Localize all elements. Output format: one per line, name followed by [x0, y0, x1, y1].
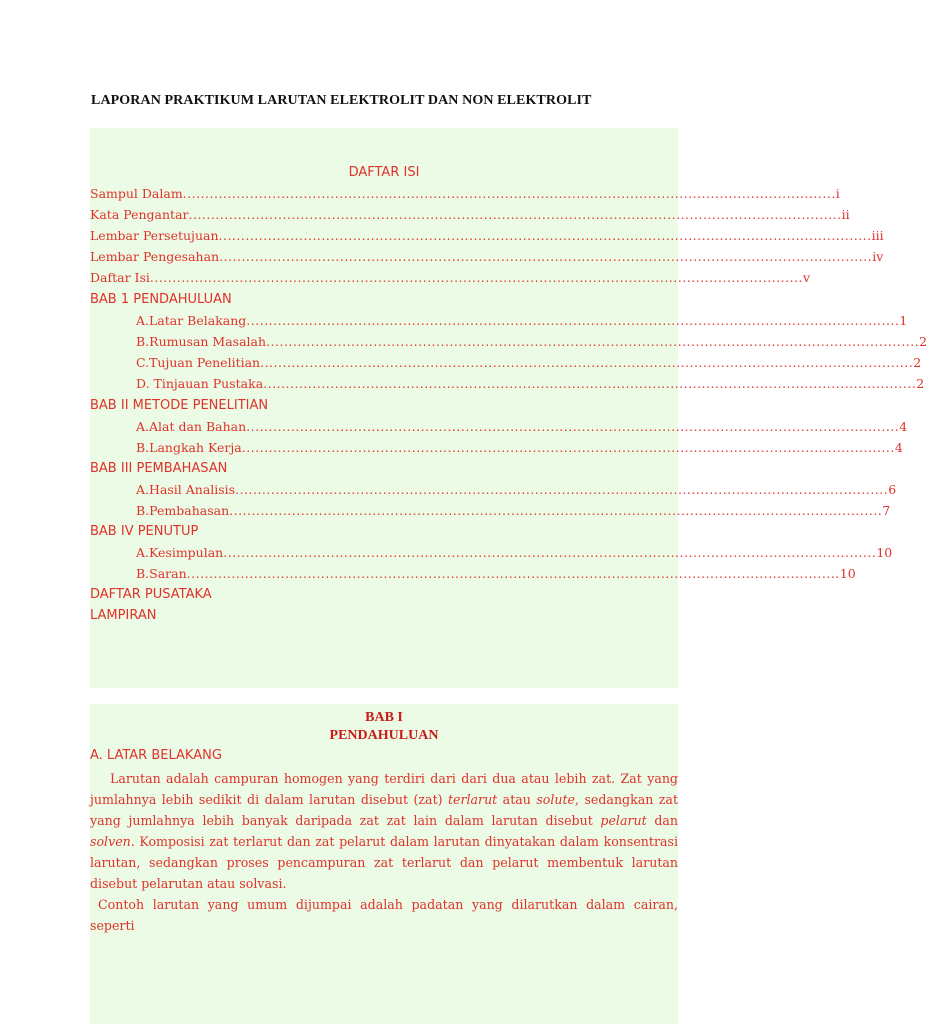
italic-term: solute — [536, 792, 576, 807]
toc-entry-label: B.Pembahasan — [136, 503, 230, 518]
toc-entry-label: C.Tujuan Penelitian — [136, 355, 261, 370]
page-title: LAPORAN PRAKTIKUM LARUTAN ELEKTROLIT DAN NON ELEKTROLIT — [91, 93, 592, 108]
toc-entry-page: iii — [871, 228, 884, 243]
toc-entry-label: A.Kesimpulan — [136, 545, 224, 560]
toc-section-bab1: BAB 1 PENDAHULUAN — [90, 292, 232, 307]
toc-entry-sampul-dalam — [90, 186, 840, 207]
italic-term: terlarut — [447, 792, 498, 807]
toc-entry-page: 4 — [899, 419, 908, 434]
toc-entry-latar-belakang — [136, 313, 908, 334]
toc-entry-pembahasan — [136, 503, 891, 524]
toc-leader-dots: .................................................................................................................................................. — [235, 482, 889, 497]
paragraph: Contoh larutan yang umum dijumpai adalah padatan yang dilarutkan dalam cairan, seperti — [90, 897, 678, 933]
toc-leader-dots: .................................................................................................................................................. — [260, 355, 914, 370]
toc-entry-tinjauan-pustaka — [136, 376, 925, 397]
toc-leader-dots: .................................................................................................................................................. — [188, 207, 842, 222]
toc-heading: DAFTAR ISI — [348, 165, 420, 180]
toc-entry-alat-dan-bahan — [136, 419, 908, 440]
chapter-label: BAB I — [365, 710, 403, 725]
toc-leader-dots: .................................................................................................................................................. — [229, 503, 883, 518]
toc-entry-daftar-isi — [90, 270, 811, 291]
toc-entry-rumusan-masalah — [136, 334, 927, 355]
toc-entry-page: 4 — [894, 440, 903, 455]
toc-entry-kesimpulan — [136, 545, 893, 566]
table-of-contents — [90, 128, 927, 688]
paragraph-text: . Komposisi zat terlarut dan zat pelarut dalam larutan dinyatakan dalam konsentrasi larutan, sedangkan proses pencampuran zat terlarut dan pelarut membentuk larutan disebut pelarutan atau solvasi. — [90, 834, 678, 891]
toc-entry-page: 6 — [888, 482, 897, 497]
paragraph-text: atau — [497, 792, 537, 807]
toc-entry-page: ii — [841, 207, 850, 222]
toc-entry-page: i — [835, 186, 840, 201]
toc-leader-dots: .................................................................................................................................................. — [218, 228, 872, 243]
toc-entry-label: Lembar Pengesahan — [90, 249, 220, 264]
toc-leader-dots: .................................................................................................................................................. — [266, 334, 920, 349]
paragraph — [90, 768, 678, 894]
toc-entry-page: 2 — [913, 355, 922, 370]
paragraph-text: Larutan adalah campuran homogen yang terdiri dari dari dua atau lebih zat. Zat yang jumlahnya lebih sedikit di dalam larutan disebut (zat) — [90, 771, 678, 807]
toc-entry-label: A.Latar Belakang — [136, 313, 247, 328]
toc-entry-page: 7 — [882, 503, 891, 518]
toc-leader-dots: .................................................................................................................................................. — [223, 545, 877, 560]
toc-leader-dots: .................................................................................................................................................. — [182, 186, 836, 201]
toc-entry-label: D. Tinjauan Pustaka — [136, 376, 264, 391]
toc-entry-label: Kata Pengantar — [90, 207, 189, 222]
toc-entry-page: v — [803, 270, 811, 285]
toc-entry-page: 10 — [839, 566, 856, 581]
toc-entry-hasil-analisis — [136, 482, 897, 503]
toc-section-lampiran: LAMPIRAN — [90, 608, 157, 623]
toc-section-bab3: BAB III PEMBAHASAN — [90, 461, 228, 476]
toc-entry-label: A.Alat dan Bahan — [136, 419, 247, 434]
toc-entry-label: B.Saran — [136, 566, 187, 581]
chapter-section — [90, 704, 678, 1024]
toc-entry-saran — [136, 566, 856, 587]
toc-entry-label: Daftar Isi — [90, 270, 150, 285]
paragraph-text: dan — [646, 813, 679, 828]
toc-leader-dots: .................................................................................................................................................. — [149, 270, 804, 285]
toc-entry-page: 2 — [916, 376, 925, 391]
toc-entry-page: 10 — [876, 545, 893, 560]
toc-entry-label: Sampul Dalam — [90, 186, 183, 201]
toc-entry-lembar-pengesahan — [90, 249, 884, 270]
toc-leader-dots: .................................................................................................................................................. — [219, 249, 873, 264]
toc-entry-page: 1 — [899, 313, 908, 328]
subsection-heading: A. LATAR BELAKANG — [90, 748, 222, 763]
toc-entry-page: 2 — [919, 334, 927, 349]
toc-entry-page: iv — [872, 249, 884, 264]
paragraph-text: , sedangkan zat yang jumlahnya lebih banyak daripada zat zat lain dalam larutan disebut — [90, 792, 679, 828]
toc-entry-lembar-persetujuan — [90, 228, 884, 249]
toc-entry-tujuan-penelitian — [136, 355, 922, 376]
toc-leader-dots: .................................................................................................................................................. — [246, 313, 900, 328]
toc-leader-dots: .................................................................................................................................................. — [263, 376, 917, 391]
toc-leader-dots: .................................................................................................................................................. — [241, 440, 895, 455]
italic-term: pelarut — [600, 813, 647, 828]
toc-section-daftar-pustaka: DAFTAR PUSATAKA — [90, 587, 212, 602]
toc-leader-dots: .................................................................................................................................................. — [186, 566, 840, 581]
toc-entry-langkah-kerja — [136, 440, 903, 461]
toc-section-bab2: BAB II METODE PENELITIAN — [90, 398, 269, 413]
toc-entry-label: B.Rumusan Masalah — [136, 334, 267, 349]
toc-entry-kata-pengantar — [90, 207, 850, 228]
toc-section-bab4: BAB IV PENUTUP — [90, 524, 199, 539]
toc-leader-dots: .................................................................................................................................................. — [246, 419, 900, 434]
toc-entry-label: A.Hasil Analisis — [136, 482, 236, 497]
toc-entry-label: B.Langkah Kerja — [136, 440, 242, 455]
italic-term: solven — [90, 834, 131, 849]
chapter-title: PENDAHULUAN — [329, 728, 439, 743]
toc-entry-label: Lembar Persetujuan — [90, 228, 219, 243]
